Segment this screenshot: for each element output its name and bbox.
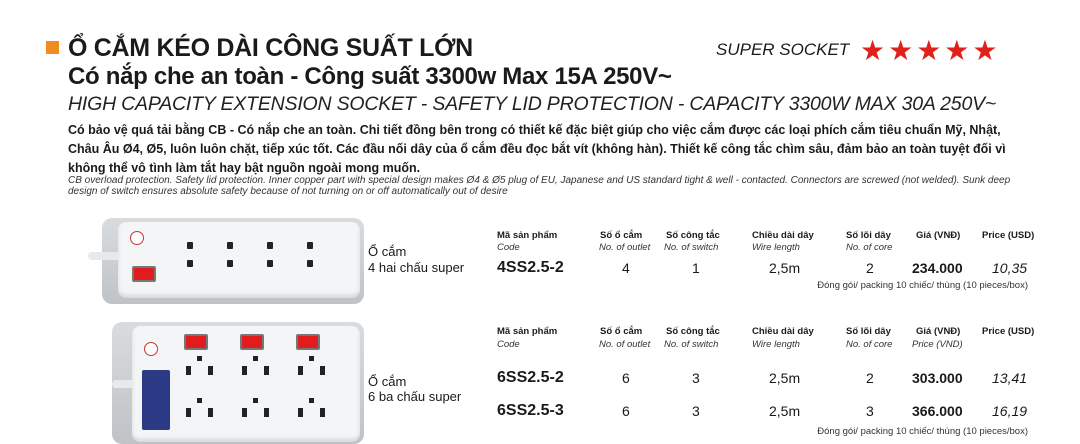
wire-length: 2,5m [769, 403, 801, 419]
product1-name-line1: Ổ cắm [368, 244, 407, 259]
col-wire-header: Chiều dài dây [752, 230, 814, 241]
packing-note: Đóng gói/ packing 10 chiếc/ thùng (10 pieces/box) [817, 280, 1028, 291]
col-switch-subheader: No. of switch [664, 339, 719, 350]
col-code-subheader: Code [497, 242, 520, 253]
switch-count: 3 [692, 370, 700, 386]
product2-name-line1: Ổ cắm [368, 374, 407, 389]
outlet-icon [262, 240, 278, 270]
wire-length: 2,5m [769, 260, 801, 276]
col-code-header: Mã sản phẩm [497, 230, 558, 241]
switch-count: 3 [692, 403, 700, 419]
col-price-vnd-subheader: Price (VND) [912, 339, 963, 350]
page-subtitle: Có nắp che an toàn - Công suất 3300w Max 15A 250V~ [68, 63, 672, 90]
power-cord [88, 252, 122, 260]
outlet-icon [222, 240, 238, 270]
section-bullet [46, 41, 59, 54]
outlet-count: 4 [622, 260, 630, 276]
price-usd: 10,35 [992, 260, 1028, 276]
col-price-usd-header: Price (USD) [982, 326, 1035, 337]
col-code-header: Mã sản phẩm [497, 326, 558, 337]
col-core-subheader: No. of core [846, 339, 893, 350]
core-count: 3 [866, 403, 874, 419]
english-title: HIGH CAPACITY EXTENSION SOCKET - SAFETY LID PROTECTION - CAPACITY 3300W MAX 30A 250V~ [68, 93, 997, 115]
outlet-icon [180, 396, 220, 436]
core-count: 2 [866, 260, 874, 276]
col-core-header: Số lõi dây [846, 326, 891, 337]
outlet-icon [292, 396, 332, 436]
outlet-icon [236, 354, 276, 394]
outlet-count: 6 [622, 403, 630, 419]
outlet-icon [180, 354, 220, 394]
col-switch-subheader: No. of switch [664, 242, 719, 253]
outlet-count: 6 [622, 370, 630, 386]
col-outlet-header: Số ổ cắm [600, 230, 643, 241]
price-vnd: 366.000 [912, 403, 963, 419]
power-switch-icon [240, 334, 264, 350]
brand-logo-icon [144, 342, 158, 356]
product2-name-line2: 6 ba chấu super [368, 389, 462, 404]
power-switch-icon [296, 334, 320, 350]
col-switch-header: Số công tắc [666, 326, 720, 337]
col-price-vnd-header: Giá (VNĐ) [916, 230, 961, 241]
col-core-subheader: No. of core [846, 242, 893, 253]
power-switch-icon [132, 266, 156, 282]
outlet-icon [292, 354, 332, 394]
outlet-icon [182, 240, 198, 270]
outlet-icon [302, 240, 318, 270]
col-outlet-header: Số ổ cắm [600, 326, 643, 337]
col-code-subheader: Code [497, 339, 520, 350]
col-outlet-subheader: No. of outlet [599, 339, 651, 350]
outlet-icon [236, 396, 276, 436]
col-core-header: Số lõi dây [846, 230, 891, 241]
super-socket-label: SUPER SOCKET [716, 40, 850, 59]
col-price-vnd-header: Giá (VNĐ) [916, 326, 961, 337]
brand-logo-icon [130, 231, 144, 245]
product1-name-line2: 4 hai chấu super [368, 260, 465, 275]
col-price-usd-header: Price (USD) [982, 230, 1035, 241]
description-vn: Có bảo vệ quá tải bằng CB - Có nắp che an toàn. Chi tiết đồng bên trong có thiết kế đặc biệt giúp cho việc cắm được các loại phích cắm tiêu chuẩn Mỹ, Nhật, Châu Âu Ø4, Ø5, luôn luôn chặt, tiếp xúc tốt. Các đầu nối dây của ổ cắm đều đọc bắt vít (không hàn). Thiết kế công tắc chìm sâu, đảm bảo an toàn tuyệt đối vì không thể vô tình làm tắt hay bật nguồn ngoài mong muốn. [68, 123, 1006, 175]
packing-note: Đóng gói/ packing 10 chiếc/ thùng (10 pieces/box) [817, 426, 1028, 437]
price-usd: 16,19 [992, 403, 1028, 419]
col-wire-subheader: Wire length [752, 242, 800, 253]
product-code: 6SS2.5-3 [497, 402, 564, 419]
page-title: Ổ CẮM KÉO DÀI CÔNG SUẤT LỚN [68, 34, 473, 62]
socket-4-outlet-image [118, 222, 360, 298]
rating-stars-icon: ★★★★★ [860, 35, 1001, 66]
product-code: 6SS2.5-2 [497, 369, 564, 386]
product-code: 4SS2.5-2 [497, 259, 564, 276]
col-switch-header: Số công tắc [666, 230, 720, 241]
description-en: CB overload protection. Safety lid protection. Inner copper part with special design makes Ø4 & Ø5 plug of EU, Japanese and US standard tight & well - contacted. Connectors are screwed (not welded). Sunk deep design of switch ensures absolute safety because of not turning on or off automatically out of desire [68, 175, 1011, 197]
price-vnd: 234.000 [912, 260, 963, 276]
core-count: 2 [866, 370, 874, 386]
wire-length: 2,5m [769, 370, 801, 386]
price-vnd: 303.000 [912, 370, 963, 386]
switch-count: 1 [692, 260, 700, 276]
col-wire-subheader: Wire length [752, 339, 800, 350]
price-usd: 13,41 [992, 370, 1028, 386]
power-switch-icon [184, 334, 208, 350]
col-wire-header: Chiều dài dây [752, 326, 814, 337]
col-outlet-subheader: No. of outlet [599, 242, 651, 253]
spec-label-badge [142, 370, 170, 430]
